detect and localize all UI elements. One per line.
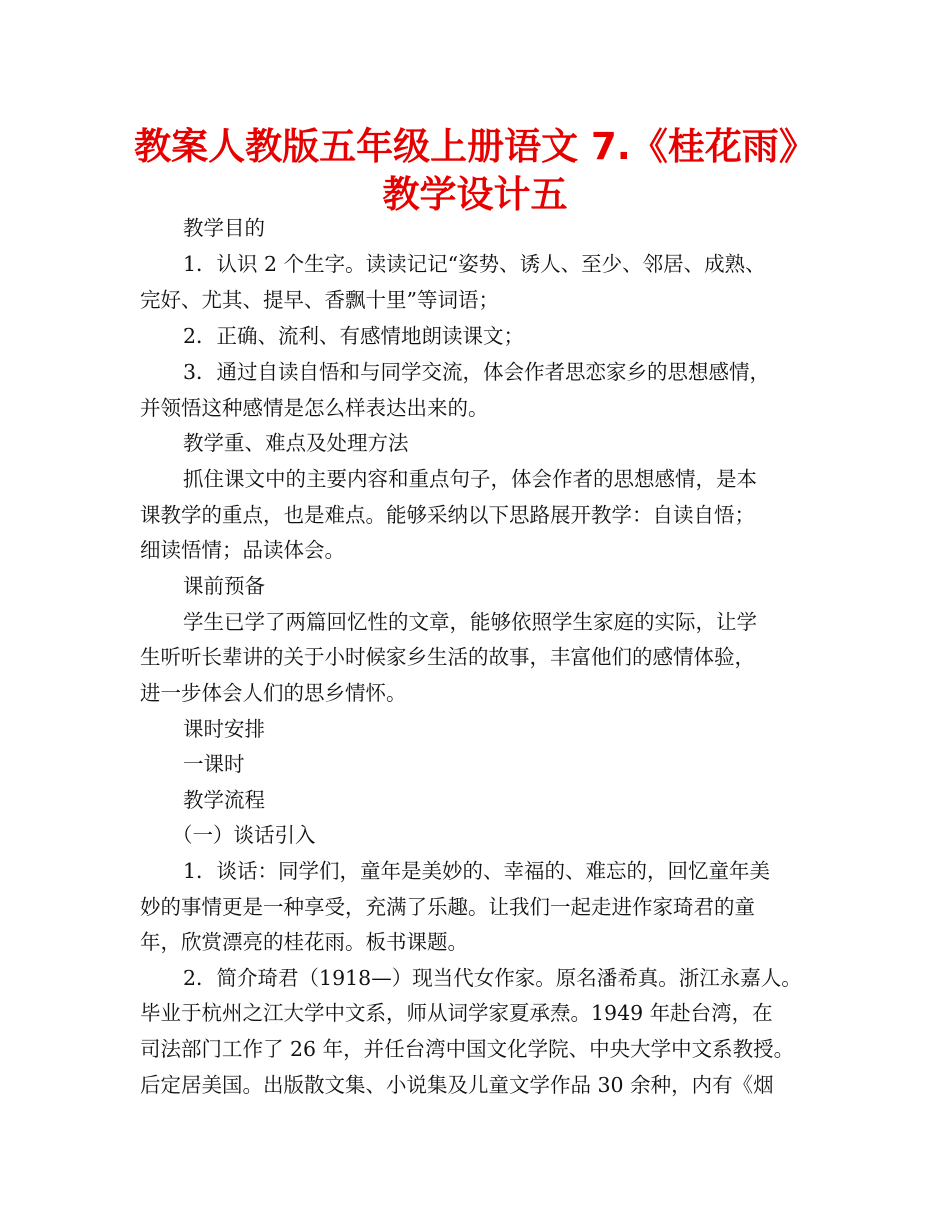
paragraph-line: 课教学的重点，也是难点。能够采纳以下思路展开教学：自读自悟； <box>140 503 755 527</box>
paragraph-line: 进一步体会人们的思乡情怀。 <box>140 681 407 705</box>
section-heading-teaching-goals: 教学目的 <box>183 216 265 240</box>
paragraph-line: 3．通过自读自悟和与同学交流，体会作者思恋家乡的思想感情， <box>183 360 771 384</box>
paragraph-line: 毕业于杭州之江大学中文系，师从词学家夏承焘。1949 年赴台湾，在 <box>140 1001 773 1025</box>
paragraph-line: 抓住课文中的主要内容和重点句子，体会作者的思想感情，是本 <box>183 467 757 491</box>
section-heading-process: 教学流程 <box>183 788 265 812</box>
paragraph-line: 2．正确、流利、有感情地朗读课文； <box>183 324 525 348</box>
paragraph-line: 学生已学了两篇回忆性的文章，能够依照学生家庭的实际，让学 <box>183 610 757 634</box>
paragraph-line: 妙的事情更是一种享受，充满了乐趣。让我们一起走进作家琦君的童 <box>140 895 755 919</box>
document-title-line-1: 教案人教版五年级上册语文 7.《桂花雨》 <box>134 125 816 168</box>
paragraph-line: 年，欣赏漂亮的桂花雨。板书课题。 <box>140 930 468 954</box>
paragraph-line: 1．认识 2 个生字。读读记记“姿势、诱人、至少、邻居、成熟、 <box>183 252 766 276</box>
paragraph-line: 司法部门工作了 26 年，并任台湾中国文化学院、中央大学中文系教授。 <box>140 1037 795 1061</box>
section-heading-schedule: 课时安排 <box>183 717 265 741</box>
paragraph-line: 2．简介琦君（1918—）现当代女作家。原名潘希真。浙江永嘉人。 <box>183 966 802 990</box>
paragraph-line: 细读悟情；品读体会。 <box>140 538 345 562</box>
document-title-line-2: 教学设计五 <box>382 173 568 216</box>
paragraph-line: 一课时 <box>183 752 245 776</box>
paragraph-line: 1．谈话：同学们，童年是美妙的、幸福的、难忘的，回忆童年美 <box>183 859 771 883</box>
section-heading-key-points: 教学重、难点及处理方法 <box>183 431 409 455</box>
subsection-heading-introduction: （一）谈话引入 <box>172 823 316 847</box>
paragraph-line: 生听听长辈讲的关于小时候家乡生活的故事，丰富他们的感情体验， <box>140 645 755 669</box>
paragraph-line: 完好、尤其、提早、香飘十里”等词语； <box>140 288 499 312</box>
paragraph-line: 后定居美国。出版散文集、小说集及儿童文学作品 30 余种，内有《烟 <box>140 1073 774 1097</box>
paragraph-line: 并领悟这种感情是怎么样表达出来的。 <box>140 396 489 420</box>
section-heading-preparation: 课前预备 <box>183 574 265 598</box>
